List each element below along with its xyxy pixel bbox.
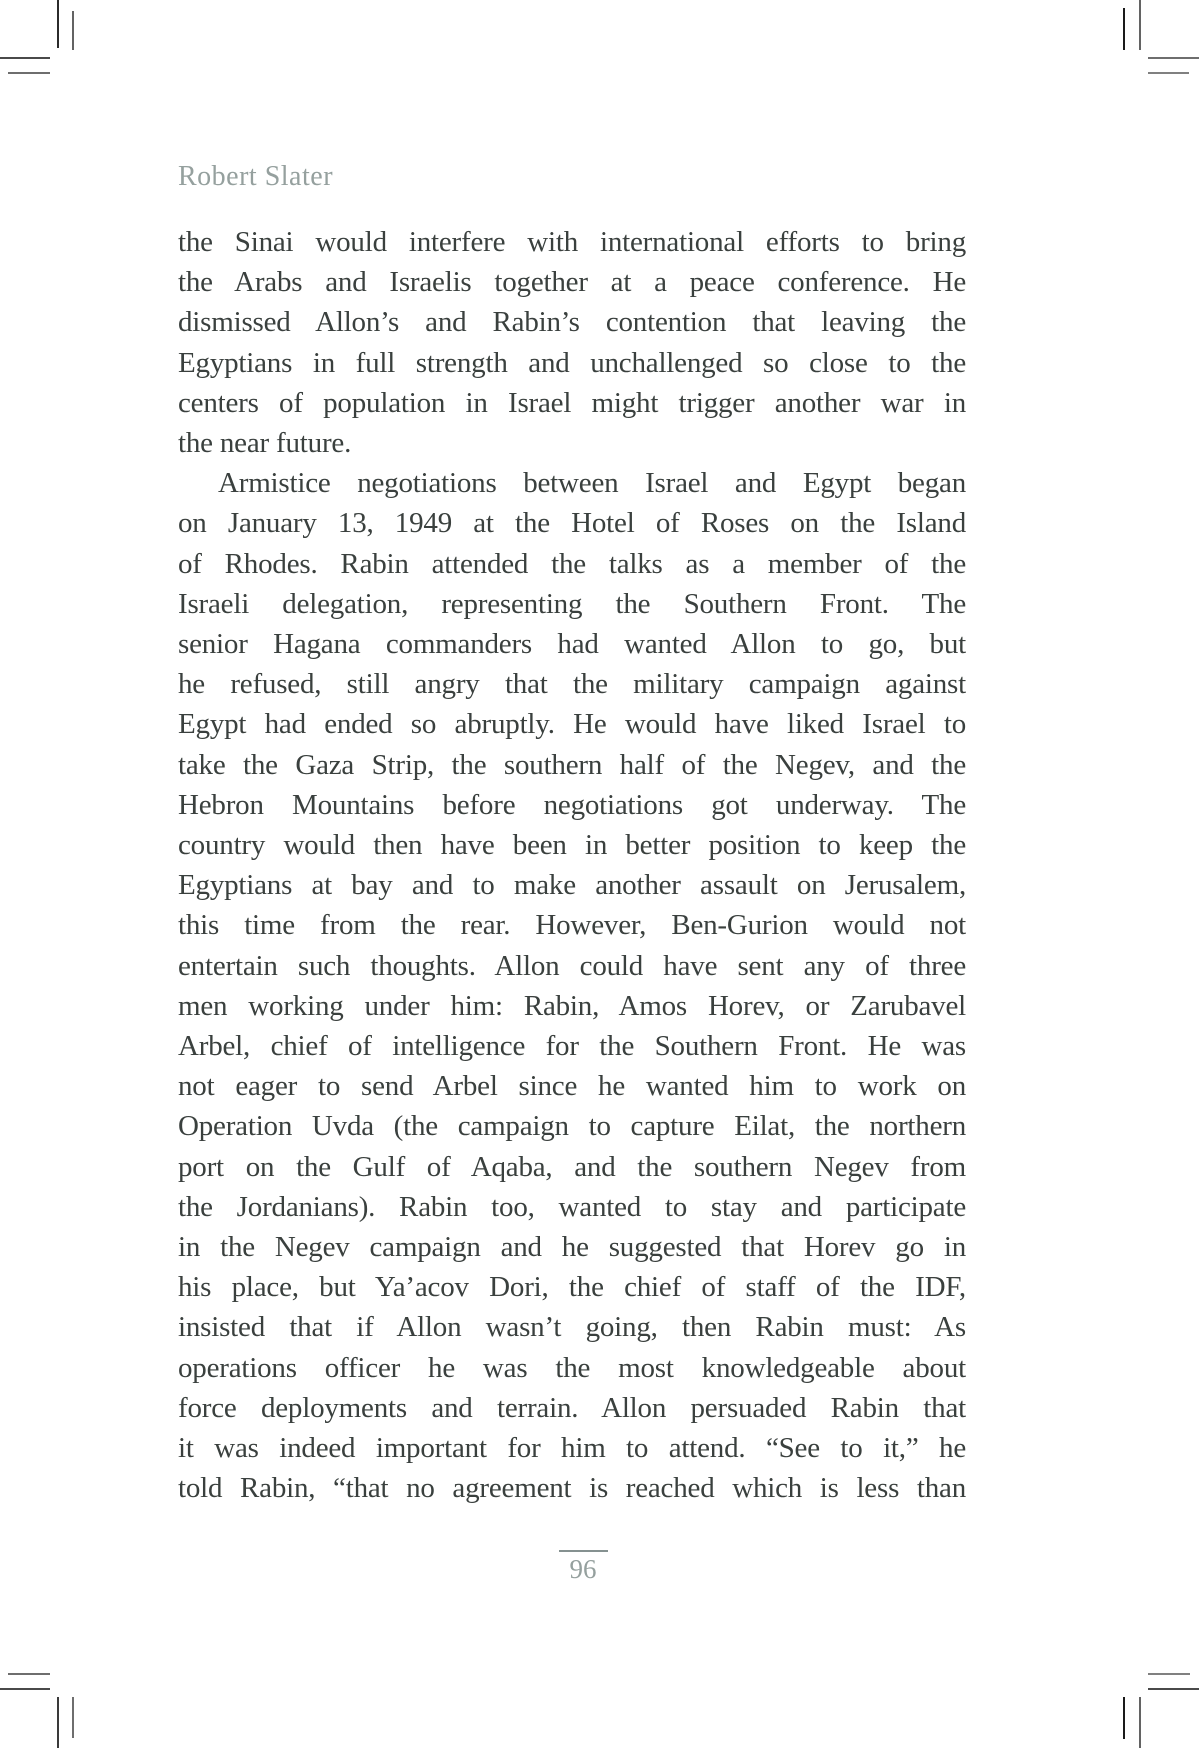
text-line: country would then have been in better position to keep the xyxy=(178,829,966,862)
text-line: port on the Gulf of Aqaba, and the southern Negev from xyxy=(178,1150,966,1183)
crop-mark xyxy=(1148,72,1189,74)
crop-mark xyxy=(1123,8,1125,50)
text-line: Egyptians at bay and to make another assault on Jerusalem, xyxy=(178,869,966,902)
crop-mark xyxy=(1148,1688,1199,1690)
text-line: his place, but Ya’acov Dori, the chief of staff of the IDF, xyxy=(178,1271,966,1304)
text-line: Israeli delegation, representing the Southern Front. The xyxy=(178,587,966,620)
text-line: Hebron Mountains before negotiations got underway. The xyxy=(178,788,966,821)
crop-mark xyxy=(1139,1697,1141,1748)
crop-mark xyxy=(0,1688,50,1690)
text-line: men working under him: Rabin, Amos Horev, or Zarubavel xyxy=(178,989,966,1022)
text-line: Egyptians in full strength and unchallenged so close to the xyxy=(178,346,966,379)
crop-mark xyxy=(1123,1697,1125,1739)
body-text-block xyxy=(178,222,966,1509)
text-line: this time from the rear. However, Ben-Gurion would not xyxy=(178,909,966,942)
text-line: take the Gaza Strip, the southern half of the Negev, and the xyxy=(178,748,966,781)
page-number: 96 xyxy=(569,1554,597,1584)
text-line: Operation Uvda (the campaign to capture Eilat, the northern xyxy=(178,1110,966,1143)
crop-mark xyxy=(57,1697,59,1748)
text-line: operations officer he was the most knowledgeable about xyxy=(178,1351,966,1384)
text-line: of Rhodes. Rabin attended the talks as a member of the xyxy=(178,547,966,580)
running-header-author: Robert Slater xyxy=(178,161,334,192)
text-line: he refused, still angry that the military campaign against xyxy=(178,668,966,701)
crop-mark xyxy=(1148,1673,1190,1675)
crop-mark xyxy=(57,0,59,48)
crop-mark xyxy=(72,11,74,50)
crop-mark xyxy=(1139,0,1141,50)
text-line: force deployments and terrain. Allon persuaded Rabin that xyxy=(178,1391,966,1424)
text-line: dismissed Allon’s and Rabin’s contention that leaving the xyxy=(178,306,966,339)
text-line: insisted that if Allon wasn’t going, then Rabin must: As xyxy=(178,1311,966,1344)
crop-mark xyxy=(0,57,50,59)
text-line: the Arabs and Israelis together at a peace conference. He xyxy=(178,266,966,299)
crop-mark xyxy=(1148,57,1199,59)
crop-mark xyxy=(8,1673,50,1675)
text-line: on January 13, 1949 at the Hotel of Roses on the Island xyxy=(178,507,966,540)
text-line: senior Hagana commanders had wanted Allon to go, but xyxy=(178,628,966,661)
text-line: Arbel, chief of intelligence for the Southern Front. He was xyxy=(178,1030,966,1063)
text-line: centers of population in Israel might trigger another war in xyxy=(178,386,966,419)
text-line: told Rabin, “that no agreement is reached which is less than xyxy=(178,1472,966,1505)
text-line: it was indeed important for him to attend. “See to it,” he xyxy=(178,1432,966,1465)
text-line: the near future. xyxy=(178,427,352,460)
text-line: Armistice negotiations between Israel and Egypt began xyxy=(218,467,966,500)
crop-mark xyxy=(72,1697,74,1738)
footer-rule xyxy=(559,1550,608,1552)
text-line: Egypt had ended so abruptly. He would have liked Israel to xyxy=(178,708,966,741)
text-line: not eager to send Arbel since he wanted him to work on xyxy=(178,1070,966,1103)
text-line: the Sinai would interfere with international efforts to bring xyxy=(178,226,966,258)
crop-mark xyxy=(8,72,50,74)
page-footer xyxy=(552,1550,614,1584)
text-line: in the Negev campaign and he suggested that Horev go in xyxy=(178,1231,966,1264)
text-line: the Jordanians). Rabin too, wanted to stay and participate xyxy=(178,1190,966,1223)
text-line: entertain such thoughts. Allon could have sent any of three xyxy=(178,949,966,982)
